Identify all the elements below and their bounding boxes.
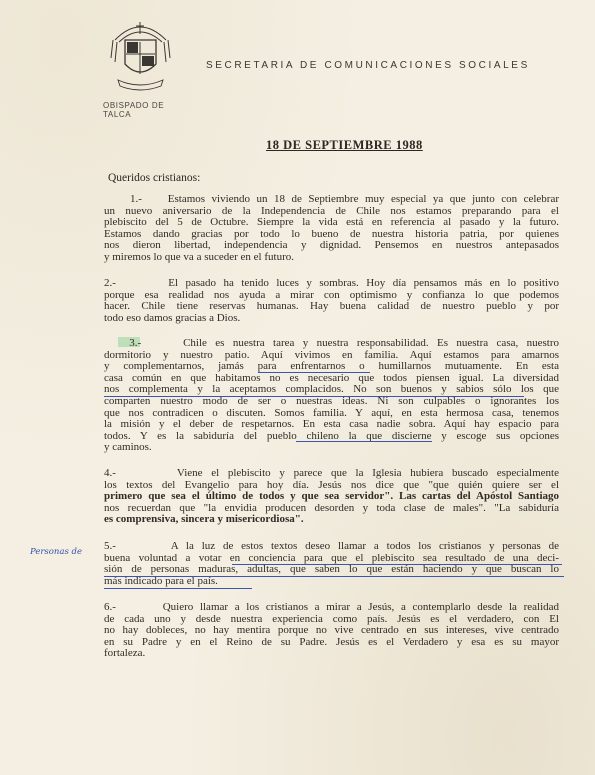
- paragraph-line: y miremos lo que va a suceder en el futuro.: [104, 250, 294, 263]
- paragraph-line: 6.- Quiero llamar a los cristianos a mirar a Jesús, a contemplarlo desde la realidad: [104, 601, 560, 613]
- paragraph-line: no hay dobleces, no hay mentira porque no vive centrado en sus intereses, vive centrado: [104, 624, 559, 637]
- paragraph-line: hacer. Chile tiene reservas humanas. Hay buena calidad de nuestro pueblo y por: [104, 300, 559, 313]
- paragraph-line: los textos del Evangelio para hoy día. Jesús nos dice que "que quién quiere ser el: [104, 478, 559, 491]
- secretariat-name: SECRETARIA DE COMUNICACIONES SOCIALES: [206, 60, 530, 71]
- pen-underline: [296, 441, 432, 442]
- paragraph-line: porque esa realidad nos ayuda a mirar con optimismo y confianza lo que podemos: [104, 288, 559, 301]
- paragraph-line: primero que sea el último de todos y que sea servidor". Las cartas del Apóstol Santiago: [104, 490, 559, 503]
- paragraph-line: y complementarnos, jamás para enfrentarnos o humillarnos mutuamente. En esta: [104, 360, 559, 373]
- paragraph-number: 5.-: [104, 540, 116, 552]
- paragraph-line: nos dieron libertad, independencia y dignidad. Pensemos en nuestros antepasados: [104, 239, 559, 252]
- paragraph-line: que nos contradicen o discuten. Somos familia. Y aquí, en esta hermosa casa, tenemos: [104, 406, 559, 419]
- pen-underline: [104, 588, 252, 589]
- paragraph-line: todos. Y es la sabiduría del pueblo chileno la que discierne y escoge sus opciones: [104, 429, 559, 442]
- paragraph-line: dormitorio y nuestro patio. Aquí vivimos en familia. Aquí estamos para amarnos: [104, 348, 559, 361]
- paragraph-line: la misión y el deber de respetarnos. En esta casa nadie sobra. Aquí hay espacio para: [104, 418, 559, 431]
- paragraph-line: 5.- A la luz de estos textos deseo llamar a todos los cristianos y personas de: [104, 540, 559, 552]
- paragraph-line: 4.- Viene el plebiscito y parece que la Iglesia hubiera buscado especialmente: [104, 467, 559, 479]
- greeting: Queridos cristianos:: [108, 172, 201, 184]
- paragraph-number: 6.-: [104, 601, 116, 613]
- paragraph-line: comparten nuestro modo de ser o nuestras ideas. Ni son culpables o ignorantes los: [104, 394, 559, 407]
- paragraph-line: 1.- Estamos viviendo un 18 de Septiembre muy especial ya que junto con celebrar: [129, 193, 559, 205]
- paragraph-line: buena voluntad a votar en conciencia para que el plebiscito sea resultado de una deci-: [104, 551, 559, 564]
- handwritten-margin-note: Personas de: [30, 547, 82, 557]
- paragraph-line: de cada uno y desde nuestra experiencia como país. Jesús es el verdadero, con El: [104, 612, 559, 625]
- paragraph-line: todo eso damos gracias a Dios.: [104, 311, 241, 324]
- paragraph-line: un nuevo aniversario de la Independencia de Chile nos estamos preparando para el: [104, 204, 559, 217]
- paragraph-line: casa común en que habitamos no es necesario que todos piensen igual. La diversidad: [104, 371, 559, 384]
- paragraph-2: [104, 278, 559, 324]
- paragraph-number: 1.-: [129, 193, 142, 205]
- pen-underline: [104, 396, 524, 397]
- pen-underline: [258, 372, 370, 373]
- pen-underline: [104, 576, 564, 577]
- paragraph-line: más indicado para el país.: [104, 574, 218, 587]
- paragraph-line: nos recuerdan que "la envidia producen desorden y toda clase de males". "La sabiduría: [104, 501, 559, 514]
- paragraph-line: y caminos.: [104, 441, 152, 454]
- paragraph-number: 4.-: [104, 467, 116, 479]
- episcopal-crest-logo: [103, 18, 178, 98]
- paragraph-line: es comprensiva, sincera y misericordiosa".: [104, 513, 304, 526]
- paragraph-6: [104, 602, 559, 660]
- paragraph-number: 2.-: [104, 277, 116, 289]
- paragraph-1: [104, 194, 559, 264]
- paragraph-line: en su Padre y en el Reino de su Padre. Jesús es el Verdadero y esa es su mayor: [104, 635, 559, 648]
- pen-underline: [232, 564, 562, 565]
- paragraph-4: [104, 468, 559, 526]
- paragraph-number: 3.-: [129, 337, 142, 349]
- paragraph-line: sión de personas maduras, adultas, que saben lo que están haciendo y que buscan lo: [104, 563, 559, 576]
- paragraph-line: nos complementa y la aceptamos complacidos. No son buenos y sabios sólo los que: [104, 383, 559, 396]
- paragraph-line: Estamos dando gracias por todo lo bueno de nuestra historia patria, por quienes: [104, 227, 559, 240]
- paragraph-line: plebiscito del 5 de Octubre. Siempre la vida está en referencia al pasado y la futuro.: [104, 216, 559, 229]
- paragraph-line: 3.- Chile es nuestra tarea y nuestra responsabilidad. Es nuestra casa, nuestro: [129, 337, 560, 349]
- paragraph-line: fortaleza.: [104, 647, 146, 660]
- paragraph-line: 2.- El pasado ha tenido luces y sombras. Hoy día pensamos más en lo positivo: [104, 277, 559, 289]
- letter-date: 18 DE SEPTIEMBRE 1988: [266, 138, 423, 152]
- organization-name: OBISPADO DE TALCA: [103, 101, 165, 119]
